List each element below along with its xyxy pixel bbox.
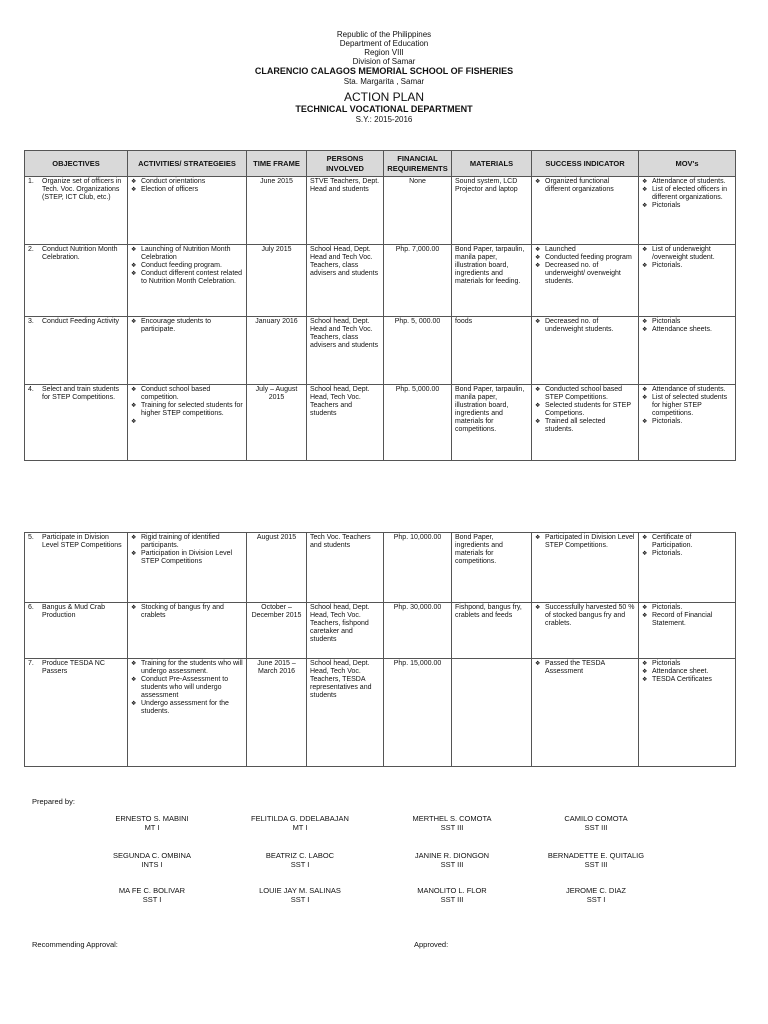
bullet-item: ❖ Selected students for STEP Competions. [535,402,635,418]
time-frame-cell: August 2015 [247,533,307,603]
bullet-list [642,534,732,558]
bullet-item: ❖ Undergo assessment for the students. [131,700,243,716]
signatory-name: BEATRIZ C. LABOC [265,851,335,860]
success-cell [532,317,639,385]
materials-cell: Sound system, LCD Projector and laptop [452,177,532,245]
bullet-item: ❖ Conduct feeding program. [131,262,243,270]
objective-text: Select and train students for STEP Competitions. [42,386,120,401]
table-row [25,659,736,767]
document-header [0,30,768,125]
signatory-name: SEGUNDA C. OMBINA [113,851,191,860]
signatory-position: MT I [144,823,160,832]
table-row [25,317,736,385]
header-division: Division of Samar [352,57,416,66]
bullet-item: ❖ Pictorials [642,202,732,210]
activities-cell [128,603,247,659]
col-time-frame: TIME FRAME [247,151,307,177]
recommending-approval-label: Recommending Approval: [32,940,118,949]
signatory-position: SST III [440,860,464,869]
objective-text: Produce TESDA NC Passers [42,660,105,675]
objective [28,660,124,676]
department-name: TECHNICAL VOCATIONAL DEPARTMENT [295,104,473,114]
bullet-item: ❖ Pictorials. [642,262,732,270]
objective-number: 7. [28,660,34,667]
movs-cell [639,603,736,659]
time-frame-cell: June 2015 [247,177,307,245]
bullet-item: ❖ Conduct Pre-Assessment to students who will undergo assessment [131,676,243,700]
movs-cell [639,317,736,385]
signatory-position: SST III [440,895,464,904]
bullet-list [535,660,635,676]
movs-cell [639,245,736,317]
signatory-name: FELITILDA G. DDELABAJAN [251,814,349,823]
signatory-name: MA FE C. BOLIVAR [118,886,186,895]
signatory-name: CAMILO COMOTA [564,814,628,823]
bullet-list [131,318,243,334]
signatory-position: SST I [290,860,310,869]
col-movs: MOV's [639,151,736,177]
objective-cell [25,603,128,659]
objective-number: 1. [28,178,34,185]
bullet-item: ❖ List of selected students for higher STEP competitions. [642,394,732,418]
bullet-list [642,178,732,210]
success-cell [532,177,639,245]
bullet-list [131,534,243,566]
financial-cell: Php. 5, 000.00 [384,317,452,385]
objective-cell [25,177,128,245]
objective [28,604,124,620]
bullet-list [642,318,732,334]
bullet-item: ❖ Conduct school based competition. [131,386,243,402]
col-materials: MATERIALS [452,151,532,177]
table-row [25,385,736,461]
signatory [382,814,522,832]
movs-cell [639,659,736,767]
bullet-item: ❖ Successfully harvested 50 % of stocked bangus fry and crablets. [535,604,635,628]
bullet-item: ❖ Conduct different contest related to Nutrition Month Celebration. [131,270,243,286]
bullet-item: ❖ Attendance of students. [642,386,732,394]
financial-cell: Php. 7,000.00 [384,245,452,317]
signatory [526,851,666,869]
bullet-list [535,178,635,194]
col-financial: FINANCIAL REQUIREMENTS [384,151,452,177]
bullet-item: ❖ Conducted feeding program [535,254,635,262]
objective-cell [25,385,128,461]
bullet-list [642,246,732,270]
success-cell [532,659,639,767]
bullet-item: ❖ Pictorials. [642,418,732,426]
table-row [25,245,736,317]
objective [28,534,124,550]
bullet-list [535,386,635,434]
signatory [230,886,370,904]
bullet-list [535,246,635,286]
col-success: SUCCESS INDICATOR [532,151,639,177]
signatory [82,851,222,869]
objective-text: Participate in Division Level STEP Competitions [42,534,122,549]
table-row [25,177,736,245]
objective [28,318,124,326]
objective-text: Bangus & Mud Crab Production [42,604,106,619]
table-header-row [25,151,736,177]
bullet-item: ❖ Participated in Division Level STEP Competitions. [535,534,635,550]
objective-text: Conduct Feeding Activity [42,318,120,325]
signatory-position: SST I [586,895,606,904]
bullet-item: ❖ Stocking of bangus fry and crablets [131,604,243,620]
financial-cell: None [384,177,452,245]
bullet-list [642,604,732,628]
bullet-list [535,534,635,550]
table-row [25,603,736,659]
prepared-by-label: Prepared by: [32,797,75,806]
bullet-item: ❖ Pictorials [642,318,732,326]
bullet-item: ❖ Rigid training of identified participants. [131,534,243,550]
objective-text: Organize set of officers in Tech. Voc. Organizations (STEP, ICT Club, etc.) [42,178,122,201]
objective [28,178,124,202]
objective-cell [25,245,128,317]
bullet-item: ❖ Passed the TESDA Assessment [535,660,635,676]
bullet-item: ❖ Attendance sheets. [642,326,732,334]
success-cell [532,385,639,461]
bullet-list [131,178,243,194]
bullet-list [642,660,732,684]
bullet-list [535,604,635,628]
action-plan-table-2 [24,532,736,767]
bullet-item: ❖ Encourage students to participate. [131,318,243,334]
movs-cell [639,385,736,461]
financial-cell: Php. 10,000.00 [384,533,452,603]
signatory-name: LOUIE JAY M. SALINAS [259,886,341,895]
bullet-item: ❖ Trained all selected students. [535,418,635,434]
school-address: Sta. Margarita , Samar [343,77,425,86]
objective [28,386,124,402]
header-deped: Department of Education [339,39,429,48]
materials-cell: Bond Paper, tarpaulin, manila paper, illustration board, ingredients and materials for competitions. [452,385,532,461]
bullet-item: ❖ Launching of Nutrition Month Celebration [131,246,243,262]
bullet-item: ❖ Conduct orientations [131,178,243,186]
objective-number: 5. [28,534,34,541]
bullet-item: ❖ Conducted school based STEP Competitions. [535,386,635,402]
signatory-name: MANOLITO L. FLOR [417,886,487,895]
activities-cell [128,533,247,603]
action-plan-table-1 [24,150,736,461]
bullet-list [131,386,243,418]
bullet-item: ❖ Election of officers [131,186,243,194]
signatory [230,851,370,869]
objective-text: Conduct Nutrition Month Celebration. [42,246,118,261]
signatory-name: ERNESTO S. MABINI [115,814,189,823]
objective-cell [25,659,128,767]
bullet-item: ❖ Launched [535,246,635,254]
signatory [526,886,666,904]
signatory-name: JANINE R. DIONGON [414,851,490,860]
header-republic: Republic of the Philippines [336,30,432,39]
bullet-item: ❖ Organized functional different organizations [535,178,635,194]
bullet-item: ❖ List of underweight /overweight student. [642,246,732,262]
col-objectives: OBJECTIVES [25,151,128,177]
bullet-list [131,246,243,286]
bullet-item: ❖ Decreased no. of underweight/ overweight students. [535,262,635,286]
signatory-name: JEROME C. DIAZ [565,886,626,895]
time-frame-cell: July – August 2015 [247,385,307,461]
bullet-item: ❖ Pictorials. [642,604,732,612]
success-cell [532,533,639,603]
header-region: Region VIII [364,48,404,57]
persons-cell: School Head, Dept. Head and Tech Voc. Teachers, class advisers and students [307,245,384,317]
bullet-item: ❖ Attendance sheet. [642,668,732,676]
objective-number: 6. [28,604,34,611]
objective-cell [25,317,128,385]
bullet-item: ❖ Decreased no. of underweight students. [535,318,635,334]
table-row [25,533,736,603]
materials-cell: Bond Paper, tarpaulin, manila paper, illustration board, ingredients and materials for feeding. [452,245,532,317]
signatory [230,814,370,832]
bullet-item: ❖ Attendance of students. [642,178,732,186]
signatory [82,886,222,904]
bullet-item: ❖ TESDA Certificates [642,676,732,684]
materials-cell: Bond Paper, ingredients and materials for competitions. [452,533,532,603]
signatory-name: MERTHEL S. COMOTA [412,814,492,823]
signatory [382,851,522,869]
objective-number: 2. [28,246,34,253]
signatory [526,814,666,832]
bullet-item: ❖ Participation in Division Level STEP Competitions [131,550,243,566]
bullet-item: ❖ Pictorials [642,660,732,668]
bullet-item: ❖ Record of Financial Statement. [642,612,732,628]
time-frame-cell: June 2015 – March 2016 [247,659,307,767]
financial-cell: Php. 5,000.00 [384,385,452,461]
signatory [382,886,522,904]
bullet-item: ❖ Pictorials. [642,550,732,558]
persons-cell: School head, Dept. Head and Tech Voc. Teachers, class advisers and students [307,317,384,385]
col-persons: PERSONS INVOLVED [307,151,384,177]
bullet-list [642,386,732,426]
success-cell [532,603,639,659]
materials-cell [452,659,532,767]
signatory-position: SST I [290,895,310,904]
bullet-item: ❖ Training for selected students for higher STEP competitions. [131,402,243,418]
materials-cell: foods [452,317,532,385]
signatory-position: MT I [292,823,308,832]
financial-cell: Php. 30,000.00 [384,603,452,659]
signatory [82,814,222,832]
objective [28,246,124,262]
financial-cell: Php. 15,000.00 [384,659,452,767]
time-frame-cell: October – December 2015 [247,603,307,659]
materials-cell: Fishpond, bangus fry, crablets and feeds [452,603,532,659]
objective-number: 4. [28,386,34,393]
persons-cell: STVE Teachers, Dept. Head and students [307,177,384,245]
activities-cell [128,245,247,317]
persons-cell: Tech Voc. Teachers and students [307,533,384,603]
activities-cell [128,177,247,245]
time-frame-cell: January 2016 [247,317,307,385]
time-frame-cell: July 2015 [247,245,307,317]
col-activities: ACTIVITIES/ STRATEGEIES [128,151,247,177]
persons-cell: School head, Dept. Head, Tech Voc. Teachers, TESDA representatives and students [307,659,384,767]
approved-label: Approved: [414,940,449,949]
bullet-item: ❖ List of elected officers in different organizations. [642,186,732,202]
bullet-item: ❖ Training for the students who will undergo assessment. [131,660,243,676]
signatory-position: SST III [584,860,608,869]
bullet-item: ❖ Certificate of Participation. [642,534,732,550]
school-name: CLARENCIO CALAGOS MEMORIAL SCHOOL OF FISHERIES [254,66,514,76]
school-year: S.Y.: 2015-2016 [355,115,413,124]
movs-cell [639,177,736,245]
activities-cell [128,385,247,461]
success-cell [532,245,639,317]
activities-cell [128,317,247,385]
signatory-position: SST III [584,823,608,832]
bullet-list [535,318,635,334]
signatory-name: BERNADETTE E. QUITALIG [547,851,645,860]
bullet-list [131,604,243,620]
signatory-position: INTS I [141,860,163,869]
activities-cell [128,659,247,767]
signatory-position: SST I [142,895,162,904]
objective-number: 3. [28,318,34,325]
objective-cell [25,533,128,603]
persons-cell: School head, Dept. Head, Tech Voc. Teachers and students [307,385,384,461]
movs-cell [639,533,736,603]
bullet-list [131,660,243,716]
signatory-position: SST III [440,823,464,832]
page-title: ACTION PLAN [343,90,424,104]
persons-cell: School head, Dept. Head, Tech Voc. Teachers, fishpond caretaker and students [307,603,384,659]
